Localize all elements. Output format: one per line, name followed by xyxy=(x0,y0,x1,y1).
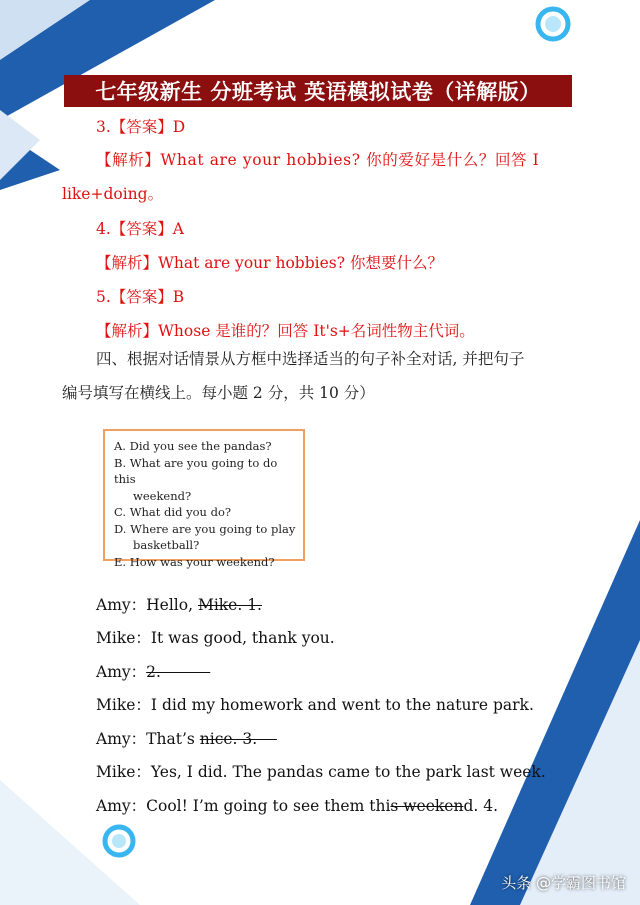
answer-blank-4[interactable]: s weeken xyxy=(390,797,464,815)
dialogue-line-7: Amy：Cool! I’m going to see them this weekend. 4. xyxy=(96,797,499,815)
dialogue-line-1: Amy：Hello, Mike. 1. xyxy=(96,596,262,614)
page-title: 七年级新生 分班考试 英语模拟试卷（详解版） xyxy=(64,75,572,107)
option-c: C. What did you do? xyxy=(114,505,232,519)
option-b: B. What are you going to do this weekend? xyxy=(114,455,278,503)
answer-3-label: 3.【答案】D xyxy=(96,118,186,136)
answer-4-analysis: 【解析】What are your hobbies? 你想要什么？ xyxy=(96,254,443,272)
option-e: E. How was your weekend? xyxy=(114,554,275,569)
section-4-instruction-line1: 四、根据对话情景从方框中选择适当的句子补全对话, 并把句子 xyxy=(96,350,525,368)
options-box xyxy=(103,429,305,569)
answer-3-analysis-cont: like+doing。 xyxy=(62,185,164,203)
dialogue-line-2: Mike：It was good, thank you. xyxy=(96,629,335,647)
section-4-instruction-line2: 编号填写在横线上。每小题 2 分，共 10 分） xyxy=(62,384,375,402)
dialogue-line-5: Amy：That’s nice. 3. xyxy=(96,730,277,748)
source-watermark: 头条 @学霸图书馆 xyxy=(501,874,626,892)
dialogue-line-3: Amy：2. xyxy=(96,663,211,681)
dialogue-line-4: Mike：I did my homework and went to the nature park. xyxy=(96,696,534,714)
circle-icon-top xyxy=(538,9,568,39)
dialogue-line-6: Mike：Yes, I did. The pandas came to the park last week. xyxy=(96,763,546,781)
answer-blank-3[interactable]: nice. 3. xyxy=(199,730,277,748)
answer-blank-1[interactable]: Mike. 1. xyxy=(197,596,262,614)
answer-4-label: 4.【答案】A xyxy=(96,220,184,238)
answer-5-label: 5.【答案】B xyxy=(96,288,185,306)
option-a: A. Did you see the pandas? xyxy=(114,439,272,453)
circle-icon-bottom xyxy=(105,827,133,855)
option-d: D. Where are you going to play basketball? xyxy=(114,521,296,552)
answer-3-analysis: 【解析】What are your hobbies? 你的爱好是什么？回答 I xyxy=(96,151,540,169)
answer-blank-2[interactable]: 2. xyxy=(146,663,211,681)
answer-5-analysis: 【解析】Whose 是谁的？回答 It's+名词性物主代词。 xyxy=(96,322,475,340)
